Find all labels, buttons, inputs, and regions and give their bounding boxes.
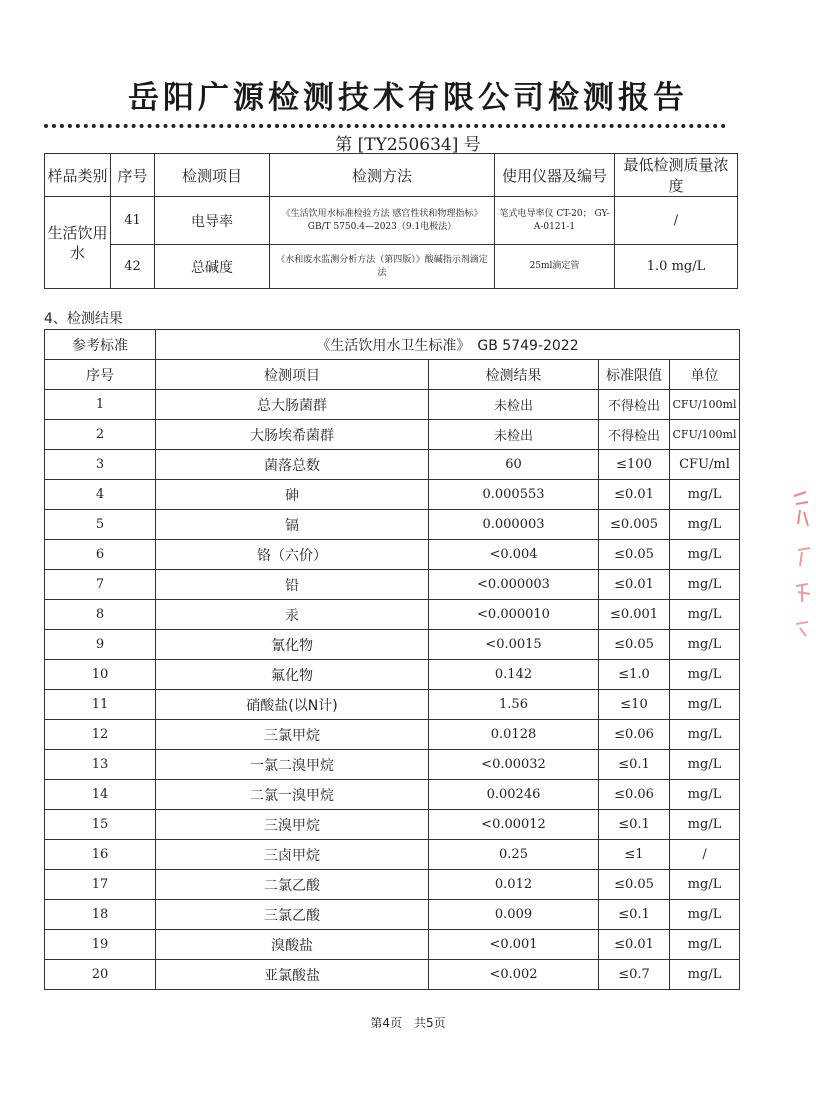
result-unit-cell: / — [670, 840, 740, 870]
result-unit-cell: mg/L — [670, 510, 740, 540]
result-row — [45, 870, 740, 900]
reference-standard-value: 《生活饮用水卫生标准》 GB 5749-2022 — [156, 330, 740, 360]
result-unit-cell: mg/L — [670, 570, 740, 600]
result-item-cell: 二氯乙酸 — [156, 870, 429, 900]
result-limit-cell: ≤0.7 — [599, 960, 670, 990]
page-number: 第4页 共5页 — [370, 1016, 446, 1030]
result-row — [45, 720, 740, 750]
result-seq-cell: 17 — [45, 870, 156, 900]
title-divider — [44, 124, 726, 128]
result-value-cell: 0.142 — [429, 660, 599, 690]
header-instrument: 使用仪器及编号 — [495, 154, 615, 197]
report-number: 第 [TY250634] 号 — [335, 135, 481, 155]
result-item-cell: 汞 — [156, 600, 429, 630]
header-test-method: 检测方法 — [270, 154, 495, 197]
result-row — [45, 900, 740, 930]
header-test-item: 检测项目 — [156, 360, 429, 390]
result-unit-cell: mg/L — [670, 900, 740, 930]
result-unit-cell: mg/L — [670, 960, 740, 990]
result-value-cell: 未检出 — [429, 420, 599, 450]
results-table — [44, 329, 740, 990]
methods-table — [44, 153, 738, 289]
methods-seq-cell: 41 — [111, 197, 155, 245]
result-row — [45, 690, 740, 720]
result-value-cell: 0.0128 — [429, 720, 599, 750]
result-value-cell: 0.000003 — [429, 510, 599, 540]
result-row — [45, 960, 740, 990]
result-item-cell: 溴酸盐 — [156, 930, 429, 960]
result-limit-cell: ≤0.01 — [599, 930, 670, 960]
result-value-cell: 0.25 — [429, 840, 599, 870]
result-limit-cell: 不得检出 — [599, 390, 670, 420]
result-unit-cell: mg/L — [670, 600, 740, 630]
result-row — [45, 420, 740, 450]
result-row — [45, 930, 740, 960]
methods-instrument-cell: 25ml滴定管 — [495, 245, 615, 289]
result-value-cell: 0.009 — [429, 900, 599, 930]
result-value-cell: <0.004 — [429, 540, 599, 570]
methods-limit-cell: / — [615, 197, 738, 245]
result-item-cell: 镉 — [156, 510, 429, 540]
result-value-cell: <0.00012 — [429, 810, 599, 840]
header-unit: 单位 — [670, 360, 740, 390]
header-test-item: 检测项目 — [155, 154, 270, 197]
result-seq-cell: 8 — [45, 600, 156, 630]
result-seq-cell: 16 — [45, 840, 156, 870]
header-min-concentration: 最低检测质量浓度 — [615, 154, 738, 197]
reference-standard-label: 参考标准 — [45, 330, 156, 360]
result-unit-cell: CFU/100ml — [670, 420, 740, 450]
result-unit-cell: CFU/100ml — [670, 390, 740, 420]
result-seq-cell: 2 — [45, 420, 156, 450]
result-limit-cell: ≤1.0 — [599, 660, 670, 690]
result-row — [45, 750, 740, 780]
result-seq-cell: 10 — [45, 660, 156, 690]
result-item-cell: 氟化物 — [156, 660, 429, 690]
result-limit-cell: ≤0.05 — [599, 630, 670, 660]
result-unit-cell: mg/L — [670, 870, 740, 900]
result-row — [45, 600, 740, 630]
result-limit-cell: ≤0.1 — [599, 900, 670, 930]
result-seq-cell: 7 — [45, 570, 156, 600]
result-seq-cell: 13 — [45, 750, 156, 780]
result-unit-cell: mg/L — [670, 810, 740, 840]
result-item-cell: 铅 — [156, 570, 429, 600]
results-header-row — [45, 360, 740, 390]
result-seq-cell: 15 — [45, 810, 156, 840]
result-item-cell: 二氯一溴甲烷 — [156, 780, 429, 810]
result-item-cell: 大肠埃希菌群 — [156, 420, 429, 450]
result-unit-cell: mg/L — [670, 690, 740, 720]
result-limit-cell: ≤0.06 — [599, 780, 670, 810]
result-unit-cell: mg/L — [670, 480, 740, 510]
result-row — [45, 390, 740, 420]
result-value-cell: 60 — [429, 450, 599, 480]
result-item-cell: 菌落总数 — [156, 450, 429, 480]
result-value-cell: <0.002 — [429, 960, 599, 990]
result-row — [45, 810, 740, 840]
result-unit-cell: mg/L — [670, 660, 740, 690]
methods-limit-cell: 1.0 mg/L — [615, 245, 738, 289]
result-unit-cell: mg/L — [670, 930, 740, 960]
methods-method-cell: 《水和废水监测分析方法（第四版）》酸碱指示剂滴定法 — [270, 245, 495, 289]
result-seq-cell: 5 — [45, 510, 156, 540]
result-limit-cell: ≤0.01 — [599, 480, 670, 510]
result-item-cell: 三氯乙酸 — [156, 900, 429, 930]
result-limit-cell: ≤1 — [599, 840, 670, 870]
result-seq-cell: 4 — [45, 480, 156, 510]
report-title: 岳阳广源检测技术有限公司检测报告 — [128, 80, 688, 116]
result-value-cell: <0.0015 — [429, 630, 599, 660]
result-limit-cell: ≤100 — [599, 450, 670, 480]
result-limit-cell: 不得检出 — [599, 420, 670, 450]
result-row — [45, 510, 740, 540]
result-value-cell: 0.000553 — [429, 480, 599, 510]
result-value-cell: <0.001 — [429, 930, 599, 960]
result-seq-cell: 6 — [45, 540, 156, 570]
result-seq-cell: 20 — [45, 960, 156, 990]
result-value-cell: <0.000003 — [429, 570, 599, 600]
result-value-cell: <0.00032 — [429, 750, 599, 780]
result-limit-cell: ≤0.1 — [599, 750, 670, 780]
result-seq-cell: 12 — [45, 720, 156, 750]
result-unit-cell: mg/L — [670, 720, 740, 750]
result-value-cell: 1.56 — [429, 690, 599, 720]
results-section-title: 4、检测结果 — [44, 311, 123, 327]
methods-row — [45, 197, 738, 245]
header-test-result: 检测结果 — [429, 360, 599, 390]
result-limit-cell: ≤0.005 — [599, 510, 670, 540]
result-item-cell: 硝酸盐(以N计) — [156, 690, 429, 720]
result-row — [45, 660, 740, 690]
result-value-cell: 0.00246 — [429, 780, 599, 810]
result-row — [45, 450, 740, 480]
result-limit-cell: ≤0.05 — [599, 540, 670, 570]
result-row — [45, 480, 740, 510]
result-limit-cell: ≤0.05 — [599, 870, 670, 900]
result-limit-cell: ≤0.001 — [599, 600, 670, 630]
result-item-cell: 砷 — [156, 480, 429, 510]
result-limit-cell: ≤0.1 — [599, 810, 670, 840]
result-limit-cell: ≤10 — [599, 690, 670, 720]
result-row — [45, 570, 740, 600]
result-seq-cell: 3 — [45, 450, 156, 480]
red-seal-fragment — [790, 490, 814, 640]
result-row — [45, 780, 740, 810]
methods-row — [45, 245, 738, 289]
result-item-cell: 氰化物 — [156, 630, 429, 660]
result-row — [45, 540, 740, 570]
result-unit-cell: mg/L — [670, 780, 740, 810]
result-row — [45, 630, 740, 660]
result-limit-cell: ≤0.01 — [599, 570, 670, 600]
methods-seq-cell: 42 — [111, 245, 155, 289]
header-sample-category: 样品类别 — [45, 154, 111, 197]
result-item-cell: 铬（六价） — [156, 540, 429, 570]
result-unit-cell: mg/L — [670, 630, 740, 660]
methods-header-row — [45, 154, 738, 197]
sample-category-cell: 生活饮用水 — [45, 197, 111, 289]
header-seq: 序号 — [111, 154, 155, 197]
result-seq-cell: 11 — [45, 690, 156, 720]
result-value-cell: 0.012 — [429, 870, 599, 900]
result-limit-cell: ≤0.06 — [599, 720, 670, 750]
result-unit-cell: CFU/ml — [670, 450, 740, 480]
result-item-cell: 三卤甲烷 — [156, 840, 429, 870]
header-seq: 序号 — [45, 360, 156, 390]
methods-item-cell: 电导率 — [155, 197, 270, 245]
reference-standard-row — [45, 330, 740, 360]
result-value-cell: <0.000010 — [429, 600, 599, 630]
result-item-cell: 亚氯酸盐 — [156, 960, 429, 990]
methods-item-cell: 总碱度 — [155, 245, 270, 289]
result-row — [45, 840, 740, 870]
result-seq-cell: 18 — [45, 900, 156, 930]
result-unit-cell: mg/L — [670, 750, 740, 780]
result-seq-cell: 14 — [45, 780, 156, 810]
result-seq-cell: 9 — [45, 630, 156, 660]
result-item-cell: 三氯甲烷 — [156, 720, 429, 750]
result-unit-cell: mg/L — [670, 540, 740, 570]
methods-method-cell: 《生活饮用水标准检验方法 感官性状和物理指标》GB/T 5750.4—2023（9.1电极法） — [270, 197, 495, 245]
result-item-cell: 三溴甲烷 — [156, 810, 429, 840]
result-item-cell: 一氯二溴甲烷 — [156, 750, 429, 780]
result-value-cell: 未检出 — [429, 390, 599, 420]
result-item-cell: 总大肠菌群 — [156, 390, 429, 420]
methods-instrument-cell: 笔式电导率仪 CT-20； GY-A-0121-1 — [495, 197, 615, 245]
header-standard-limit: 标准限值 — [599, 360, 670, 390]
result-seq-cell: 19 — [45, 930, 156, 960]
result-seq-cell: 1 — [45, 390, 156, 420]
